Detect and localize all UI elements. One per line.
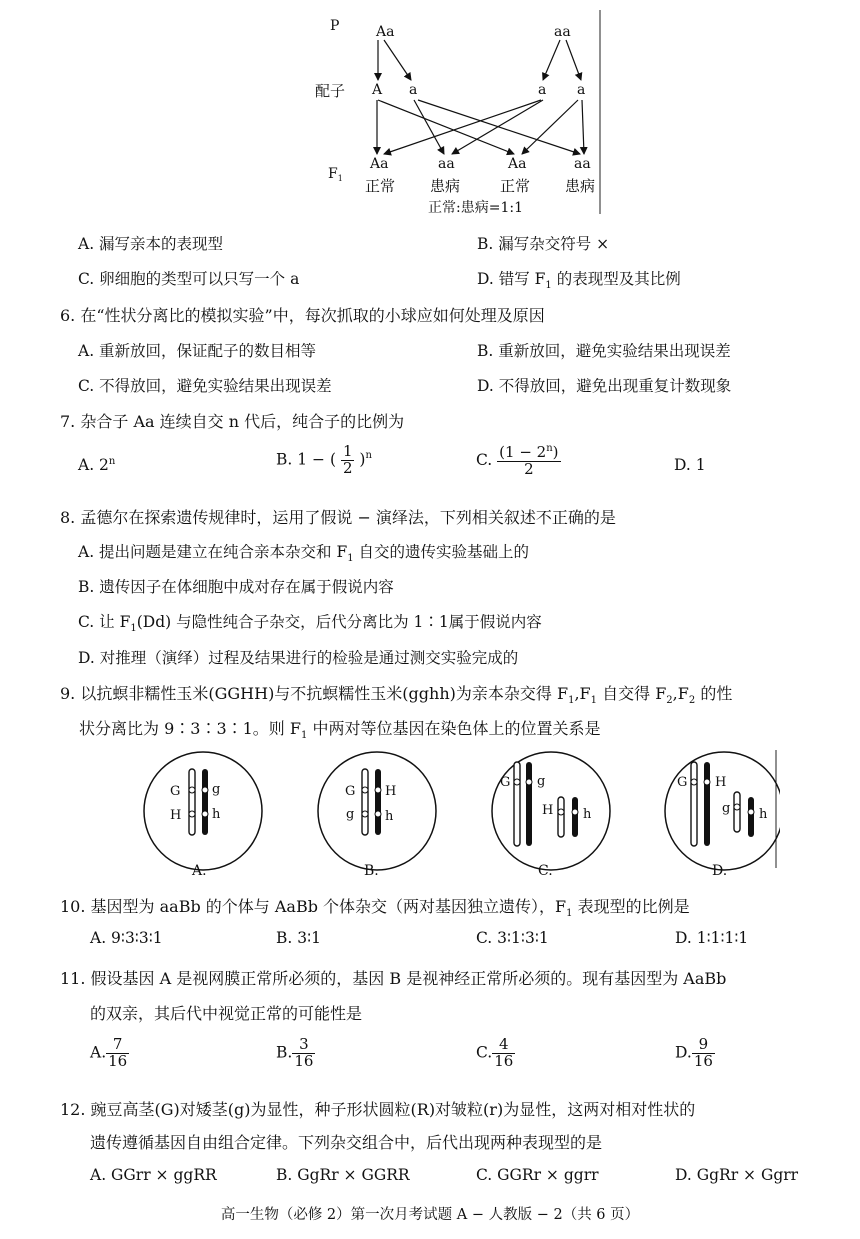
- cell-d[interactable]: [665, 752, 780, 879]
- gamete-label: 配子: [315, 82, 346, 100]
- page-footer: 高一生物（必修 2）第一次月考试题 A − 人教版 − 2（共 6 页）: [220, 1207, 640, 1223]
- cell-c-gene-G: G: [500, 775, 511, 790]
- q12-option-b[interactable]: B. GgRr × GGRR: [276, 1166, 410, 1184]
- q8-option-a[interactable]: A. 提出问题是建立在纯合亲本杂交和 $F_1$ 自交的遗传实验基础上的: [78, 543, 530, 565]
- cell-a-gene-h: h: [212, 807, 221, 822]
- f1-label: $F_1$: [328, 166, 343, 183]
- cell-b-label: B.: [364, 863, 379, 879]
- cell-b-gene-H: H: [385, 784, 397, 799]
- offspring-3: Aa: [508, 156, 527, 172]
- q7-stem: 7. 杂合子 Aa 连续自交 n 代后，纯合子的比例为: [60, 412, 405, 431]
- q11-option-b[interactable]: B. $\frac{3}{16}$: [276, 1035, 314, 1070]
- cell-d-gene-H: H: [715, 775, 727, 790]
- q5-option-a[interactable]: A. 漏写亲本的表现型: [78, 235, 224, 253]
- q10-stem: 10. 基因型为 aaBb 的个体与 AaBb 个体杂交（两对基因独立遗传），$F_1$ 表现型的比例是: [60, 897, 690, 920]
- gamete-1: A: [372, 82, 383, 98]
- q12-option-c[interactable]: C. GGRr × ggrr: [476, 1166, 599, 1184]
- q6-option-d[interactable]: D. 不得放回，避免出现重复计数现象: [477, 377, 732, 395]
- cell-a-gene-G: G: [170, 784, 181, 799]
- cell-b-gene-g: g: [346, 807, 355, 822]
- q10-option-b[interactable]: B. 3∶1: [276, 929, 322, 947]
- q10-option-a[interactable]: A. 9∶3∶3∶1: [90, 929, 163, 947]
- chromosome-diagrams: [140, 750, 780, 880]
- parent-right: aa: [554, 24, 571, 40]
- phenotype-2: 患病: [430, 177, 461, 195]
- q8-option-c[interactable]: C. 让 $F_1(Dd)$ 与隐性纯合子杂交，后代分离比为 1∶1属于假说内容: [78, 613, 542, 635]
- q8-option-b[interactable]: B. 遗传因子在体细胞中成对存在属于假说内容: [78, 578, 394, 596]
- phenotype-1: 正常: [365, 177, 396, 195]
- cell-d-gene-h: h: [759, 807, 768, 822]
- cell-c-gene-h: h: [583, 807, 592, 822]
- q12-stem-line2: 遗传遵循基因自由组合定律。下列杂交组合中，后代出现两种表现型的是: [90, 1133, 603, 1152]
- cell-b-gene-h: h: [385, 809, 394, 824]
- cell-a-gene-g: g: [212, 782, 221, 797]
- q7-option-c[interactable]: C. $\frac{(1 - 2^n)}{2}$: [476, 443, 559, 478]
- gamete-3: a: [538, 82, 547, 98]
- cell-d-label: D.: [712, 863, 728, 879]
- cell-c-gene-g: g: [537, 774, 546, 789]
- q12-option-d[interactable]: D. GgRr × Ggrr: [675, 1166, 799, 1184]
- cell-c[interactable]: [492, 752, 610, 879]
- q10-option-c[interactable]: C. 3∶1∶3∶1: [476, 929, 549, 947]
- ratio-label: 正常:患病=1:1: [428, 200, 523, 216]
- cell-b[interactable]: [318, 752, 436, 879]
- q6-option-c[interactable]: C. 不得放回，避免实验结果出现误差: [78, 377, 332, 395]
- q7-option-a[interactable]: A. 2$^n$: [78, 456, 116, 475]
- q12-stem-line1: 12. 豌豆高茎(G)对矮茎(g)为显性，种子形状圆粒(R)对皱粒(r)为显性，这两对相对性状的: [60, 1100, 696, 1119]
- q5-option-b[interactable]: B. 漏写杂交符号 ×: [477, 235, 610, 253]
- q11-option-c[interactable]: C. $\frac{4}{16}$: [476, 1035, 514, 1070]
- q6-stem: 6. 在“性状分离比的模拟实验”中，每次抓取的小球应如何处理及原因: [60, 306, 545, 325]
- q11-stem-line2: 的双亲，其后代中视觉正常的可能性是: [90, 1004, 363, 1023]
- q10-option-d[interactable]: D. 1∶1∶1∶1: [675, 929, 749, 947]
- q6-option-b[interactable]: B. 重新放回，避免实验结果出现误差: [477, 342, 731, 360]
- cell-b-gene-G: G: [345, 784, 356, 799]
- cell-a-label: A.: [192, 863, 207, 879]
- cell-a-gene-H: H: [170, 808, 182, 823]
- cell-a[interactable]: [144, 752, 262, 879]
- q12-option-a[interactable]: A. GGrr × ggRR: [90, 1166, 217, 1184]
- q7-option-d[interactable]: D. 1: [674, 456, 706, 474]
- cell-c-gene-H: H: [542, 803, 554, 818]
- offspring-1: Aa: [370, 156, 389, 172]
- offspring-2: aa: [438, 156, 455, 172]
- offspring-4: aa: [574, 156, 591, 172]
- q9-stem-line1: 9. 以抗螟非糯性玉米(GGHH)与不抗螟糯性玉米(gghh)为亲本杂交得 $F_1,F_1$ 自交得 $F_2,F_2$ 的性: [60, 684, 733, 707]
- q6-option-a[interactable]: A. 重新放回，保证配子的数目相等: [78, 342, 317, 360]
- parent-left: Aa: [376, 24, 395, 40]
- gamete-2: a: [409, 82, 418, 98]
- q11-stem-line1: 11. 假设基因 A 是视网膜正常所必须的，基因 B 是视神经正常所必须的。现有基因型为 AaBb: [60, 969, 727, 988]
- phenotype-4: 患病: [565, 177, 596, 195]
- q5-option-c[interactable]: C. 卵细胞的类型可以只写一个 a: [78, 270, 300, 288]
- q8-stem: 8. 孟德尔在探索遗传规律时，运用了假说 − 演绎法，下列相关叙述不正确的是: [60, 508, 616, 527]
- q11-option-a[interactable]: A. $\frac{7}{16}$: [90, 1035, 128, 1070]
- cell-d-gene-G: G: [677, 775, 688, 790]
- cell-d-gene-g: g: [722, 801, 731, 816]
- q7-option-b[interactable]: B. 1 − ( $\frac{1}{2}$ )$^n$: [276, 442, 372, 477]
- q8-option-d[interactable]: D. 对推理（演绎）过程及结果进行的检验是通过测交实验完成的: [78, 649, 519, 667]
- pedigree-diagram: [310, 8, 605, 220]
- phenotype-3: 正常: [500, 177, 531, 195]
- q5-option-d[interactable]: D. 错写 $F_1$ 的表现型及其比例: [477, 270, 681, 292]
- q9-stem-line2: 状分离比为 9∶3∶3∶1。则 $F_1$ 中两对等位基因在染色体上的位置关系是: [79, 719, 601, 742]
- q11-option-d[interactable]: D. $\frac{9}{16}$: [675, 1035, 713, 1070]
- cell-c-label: C.: [538, 863, 553, 879]
- gamete-4: a: [577, 82, 586, 98]
- p-label: P: [330, 18, 340, 34]
